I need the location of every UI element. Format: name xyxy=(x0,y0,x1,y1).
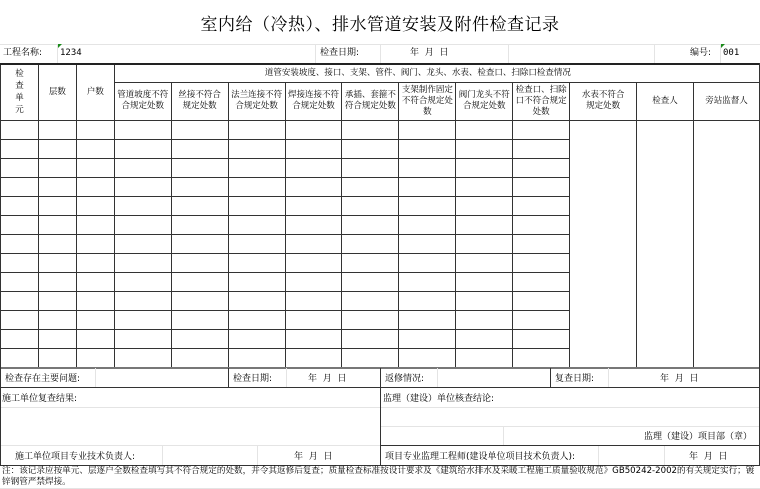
cell[interactable] xyxy=(285,348,342,367)
cell[interactable] xyxy=(228,234,285,253)
cell[interactable] xyxy=(399,310,456,329)
cell[interactable] xyxy=(171,120,228,139)
signature-row xyxy=(0,446,760,465)
cell[interactable] xyxy=(171,158,228,177)
cell[interactable] xyxy=(76,158,114,177)
cell[interactable] xyxy=(76,120,114,139)
cell[interactable] xyxy=(76,215,114,234)
cell[interactable] xyxy=(114,253,171,272)
cell[interactable] xyxy=(1,120,39,139)
cell[interactable] xyxy=(38,310,76,329)
cell[interactable] xyxy=(171,234,228,253)
cell[interactable] xyxy=(76,329,114,348)
cell[interactable] xyxy=(114,139,171,158)
cell[interactable] xyxy=(1,139,39,158)
contractor-recheck-label: 施工单位复查结果: xyxy=(2,394,78,404)
header-household: 户数 xyxy=(76,64,114,120)
cell[interactable] xyxy=(513,120,570,139)
header-weld: 焊接连接不符合规定处数 xyxy=(285,82,342,120)
table-row xyxy=(1,120,760,139)
cell[interactable] xyxy=(171,139,228,158)
cell[interactable] xyxy=(285,139,342,158)
cell[interactable] xyxy=(513,177,570,196)
cell[interactable] xyxy=(114,329,171,348)
cell[interactable] xyxy=(228,196,285,215)
inspection-table xyxy=(0,63,760,368)
recheck-date-value[interactable]: 年 月 日 xyxy=(660,374,699,384)
cell[interactable] xyxy=(513,310,570,329)
cell[interactable] xyxy=(114,272,171,291)
cell[interactable] xyxy=(456,291,513,310)
inspector-cell[interactable] xyxy=(570,120,637,367)
cell[interactable] xyxy=(171,177,228,196)
cell[interactable] xyxy=(38,348,76,367)
cell[interactable] xyxy=(399,291,456,310)
header-bracket: 支架制作固定不符合规定处数 xyxy=(399,82,456,120)
serial-value[interactable]: 001 xyxy=(723,48,740,58)
cell[interactable] xyxy=(38,291,76,310)
footnote: 注：该记录应按单元、层逐户全数检查填写其不符合规定的处数，并令其返修后复查；质量检查标准按设计要求及《建筑给水排水及采暖工程施工质量验收规范》GB50242-2002的有关规定实行；镀锌钢管严禁焊接。 xyxy=(2,466,755,487)
cell[interactable] xyxy=(171,291,228,310)
cell[interactable] xyxy=(399,329,456,348)
cell[interactable] xyxy=(1,177,39,196)
cell[interactable] xyxy=(285,158,342,177)
cell[interactable] xyxy=(456,196,513,215)
supervisor-cell[interactable] xyxy=(637,120,694,367)
cell[interactable] xyxy=(1,234,39,253)
recheck-date-label: 复查日期: xyxy=(555,374,595,384)
cell[interactable] xyxy=(38,139,76,158)
cell[interactable] xyxy=(228,348,285,367)
cell[interactable] xyxy=(513,234,570,253)
cell[interactable] xyxy=(76,348,114,367)
cell[interactable] xyxy=(399,348,456,367)
inspect-date-value-footer[interactable]: 年 月 日 xyxy=(308,374,347,384)
cell[interactable] xyxy=(228,329,285,348)
cell[interactable] xyxy=(399,234,456,253)
cell[interactable] xyxy=(171,253,228,272)
cell[interactable] xyxy=(114,158,171,177)
cell[interactable] xyxy=(342,272,399,291)
cell[interactable] xyxy=(1,348,39,367)
cell[interactable] xyxy=(456,139,513,158)
cell[interactable] xyxy=(342,177,399,196)
cell[interactable] xyxy=(114,177,171,196)
cell[interactable] xyxy=(342,139,399,158)
supervisor-conclusion-label: 监理（建设）单位核查结论: xyxy=(383,394,495,404)
cell[interactable] xyxy=(1,158,39,177)
cell[interactable] xyxy=(399,272,456,291)
cell[interactable] xyxy=(285,253,342,272)
cell[interactable] xyxy=(285,291,342,310)
cell[interactable] xyxy=(285,329,342,348)
cell[interactable] xyxy=(76,272,114,291)
cell[interactable] xyxy=(1,215,39,234)
cell[interactable] xyxy=(513,291,570,310)
header-supervisor: 旁站监督人 xyxy=(693,82,759,120)
header-flange: 法兰连接不符合规定处数 xyxy=(228,82,285,120)
cell[interactable] xyxy=(38,234,76,253)
rectify-label: 返修情况: xyxy=(385,374,425,384)
supervisor-engineer-label: 项目专业监理工程师(建设单位项目技术负责人): xyxy=(385,452,576,462)
cell[interactable] xyxy=(456,310,513,329)
inspect-date-label-footer: 检查日期: xyxy=(233,374,273,384)
header-socket: 承插、套箍不符合规定处数 xyxy=(342,82,399,120)
cell[interactable] xyxy=(342,348,399,367)
cell[interactable] xyxy=(171,329,228,348)
header-group: 道管安装坡度、接口、支架、管件、阀门、龙头、水表、检查口、扫除口检查情况 xyxy=(114,64,759,82)
cell[interactable] xyxy=(513,158,570,177)
inspect-date-value[interactable]: 年 月 日 xyxy=(410,48,449,58)
cell[interactable] xyxy=(285,234,342,253)
cell[interactable] xyxy=(456,120,513,139)
cell[interactable] xyxy=(285,272,342,291)
cell[interactable] xyxy=(513,139,570,158)
cell[interactable] xyxy=(285,177,342,196)
cell[interactable] xyxy=(513,253,570,272)
header-thread: 丝接不符合规定处数 xyxy=(171,82,228,120)
cell[interactable] xyxy=(285,310,342,329)
cell[interactable] xyxy=(342,310,399,329)
cell[interactable] xyxy=(285,215,342,234)
cell[interactable] xyxy=(76,196,114,215)
cell[interactable] xyxy=(228,215,285,234)
cell[interactable] xyxy=(1,272,39,291)
cell[interactable] xyxy=(76,177,114,196)
project-name-value[interactable]: 1234 xyxy=(60,48,82,58)
serial-label: 编号: xyxy=(690,48,712,58)
cell[interactable] xyxy=(342,158,399,177)
contractor-date-value[interactable]: 年 月 日 xyxy=(294,452,333,462)
cell[interactable] xyxy=(38,120,76,139)
project-name-label: 工程名称: xyxy=(3,48,43,58)
cell[interactable] xyxy=(513,329,570,348)
cell[interactable] xyxy=(342,215,399,234)
header-unit: 检查单元 xyxy=(1,64,39,120)
cell[interactable] xyxy=(399,177,456,196)
cell[interactable] xyxy=(456,215,513,234)
cell[interactable] xyxy=(456,253,513,272)
header-slope: 管道坡度不符合规定处数 xyxy=(114,82,171,120)
cell[interactable] xyxy=(456,348,513,367)
cell[interactable] xyxy=(114,310,171,329)
cell[interactable] xyxy=(456,329,513,348)
cell[interactable] xyxy=(114,234,171,253)
cell[interactable] xyxy=(76,291,114,310)
cell[interactable] xyxy=(1,329,39,348)
cell[interactable] xyxy=(1,310,39,329)
cell[interactable] xyxy=(38,177,76,196)
cell[interactable] xyxy=(513,348,570,367)
cell[interactable] xyxy=(342,234,399,253)
cell[interactable] xyxy=(513,215,570,234)
cell[interactable] xyxy=(399,139,456,158)
contractor-tech-label: 施工单位项目专业技术负责人: xyxy=(15,452,136,462)
cell[interactable] xyxy=(399,120,456,139)
header-valve: 阀门龙头不符合规定处数 xyxy=(456,82,513,120)
page-title: 室内给（冷热）、排水管道安装及附件检查记录 xyxy=(0,0,760,45)
cell[interactable] xyxy=(76,139,114,158)
cell[interactable] xyxy=(1,291,39,310)
cell[interactable] xyxy=(114,291,171,310)
cell[interactable] xyxy=(228,291,285,310)
cell[interactable] xyxy=(342,120,399,139)
main-issues-label: 检查存在主要问题: xyxy=(5,374,81,384)
cell[interactable] xyxy=(76,310,114,329)
cell[interactable] xyxy=(342,253,399,272)
cell[interactable] xyxy=(171,272,228,291)
cell[interactable] xyxy=(228,253,285,272)
header-cleanout: 检查口、扫除口不符合规定处数 xyxy=(513,82,570,120)
issues-row xyxy=(0,368,760,387)
cell[interactable] xyxy=(228,272,285,291)
cell[interactable] xyxy=(114,215,171,234)
cell[interactable] xyxy=(399,196,456,215)
cell[interactable] xyxy=(171,310,228,329)
cell[interactable] xyxy=(456,177,513,196)
cell[interactable] xyxy=(76,234,114,253)
cell[interactable] xyxy=(399,253,456,272)
cell[interactable] xyxy=(456,272,513,291)
cell[interactable] xyxy=(456,234,513,253)
cell[interactable] xyxy=(228,310,285,329)
cell[interactable] xyxy=(342,329,399,348)
cell[interactable] xyxy=(399,158,456,177)
cell[interactable] xyxy=(114,120,171,139)
cell[interactable] xyxy=(38,253,76,272)
header-floor: 层数 xyxy=(38,64,76,120)
cell[interactable] xyxy=(228,120,285,139)
cell[interactable] xyxy=(38,158,76,177)
cell[interactable] xyxy=(513,196,570,215)
cell[interactable] xyxy=(114,348,171,367)
cell[interactable] xyxy=(38,215,76,234)
cell[interactable] xyxy=(38,272,76,291)
cell[interactable] xyxy=(228,158,285,177)
cell[interactable] xyxy=(38,329,76,348)
cell[interactable] xyxy=(399,215,456,234)
cell[interactable] xyxy=(38,196,76,215)
cell[interactable] xyxy=(342,291,399,310)
cell[interactable] xyxy=(171,196,228,215)
cell[interactable] xyxy=(513,272,570,291)
cell[interactable] xyxy=(76,253,114,272)
cell[interactable] xyxy=(228,139,285,158)
cell[interactable] xyxy=(342,196,399,215)
cell[interactable] xyxy=(285,120,342,139)
cell[interactable] xyxy=(1,253,39,272)
header-meter: 水表不符合规定处数 xyxy=(570,82,637,120)
supervisor-date-value[interactable]: 年 月 日 xyxy=(689,452,728,462)
header-inspector: 检查人 xyxy=(637,82,694,120)
cell[interactable] xyxy=(171,215,228,234)
supervisor-dept-label: 监理（建设）项目部（章） xyxy=(644,432,753,442)
cell[interactable] xyxy=(285,196,342,215)
cell[interactable] xyxy=(228,177,285,196)
cell[interactable] xyxy=(456,158,513,177)
cell[interactable] xyxy=(171,348,228,367)
cell[interactable] xyxy=(1,196,39,215)
inspect-date-label: 检查日期: xyxy=(320,48,360,58)
info-row xyxy=(0,44,760,63)
cell[interactable] xyxy=(114,196,171,215)
